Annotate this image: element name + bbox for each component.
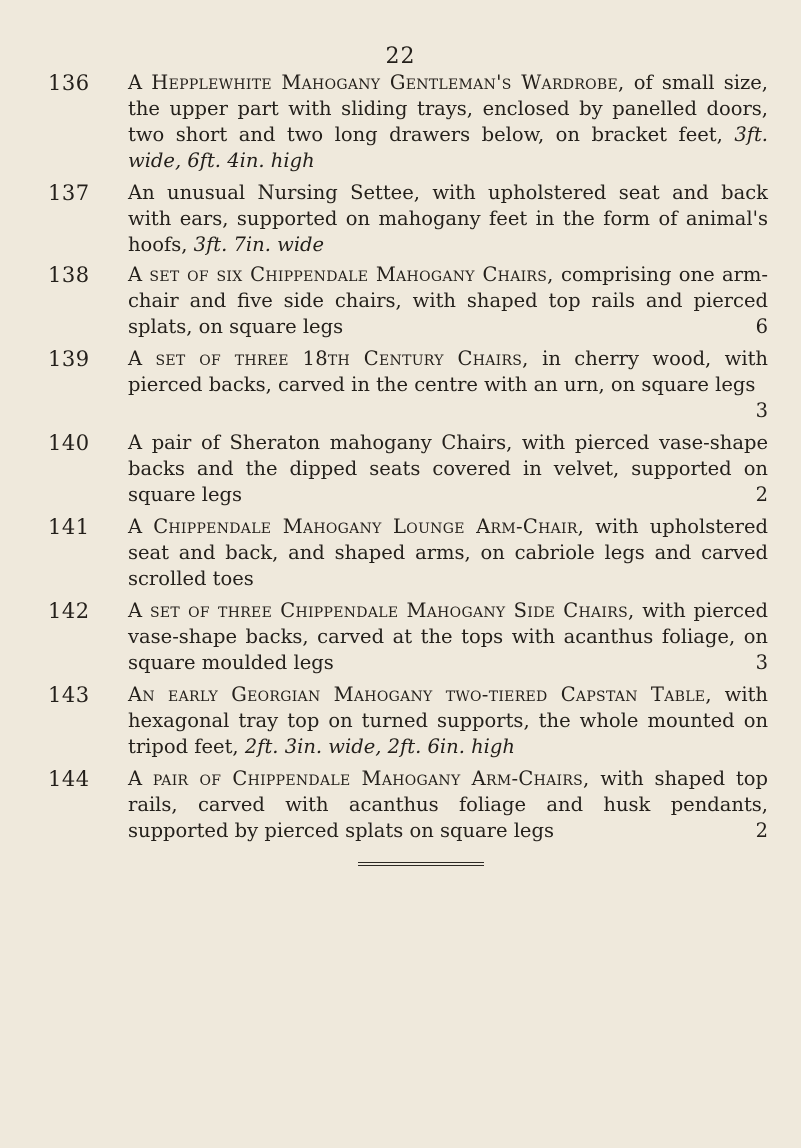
- lot-body: with hexagonal tray top on turned supports, the whole mounted on tripod feet,: [128, 683, 768, 758]
- lot-body: of small size, the upper part with sliding trays, enclosed by panelled doors, two short and two long drawers below, on bracket feet,: [128, 71, 768, 146]
- lot-description: [128, 766, 768, 844]
- lot-number: 139: [48, 347, 90, 371]
- lot-description: [128, 598, 768, 676]
- lot-body: with upholstered seat and back, and shaped arms, on cabriole legs and carved scrolled toes: [128, 515, 769, 590]
- lot-number: 141: [48, 515, 90, 539]
- lot-number: 142: [48, 599, 90, 623]
- lot-number: 137: [48, 181, 90, 205]
- lot-title: set of six Chippendale Mahogany Chairs,: [149, 263, 554, 286]
- lot-number: 143: [48, 683, 90, 707]
- lot-quantity: 2: [755, 819, 768, 842]
- lot-title: An early Georgian Mahogany two-tiered Capstan Table,: [128, 683, 712, 706]
- lot-dimensions: 2ft. 3in. wide, 2ft. 6in. high: [244, 735, 515, 758]
- lot-body: in cherry wood, with pierced backs, carved in the centre with an urn, on square legs: [128, 347, 768, 396]
- lot-number: 138: [48, 263, 90, 287]
- section-divider: [358, 862, 484, 866]
- lot-description: [128, 180, 768, 258]
- lot-dimensions: 3ft. wide, 6ft. 4in. high: [128, 123, 768, 172]
- lot-body: with shaped top rails, carved with acanthus foliage and husk pendants, supported by pierced splats on square legs: [128, 767, 768, 842]
- lot-quantity: 2: [755, 483, 768, 506]
- lot-description: [128, 262, 768, 340]
- lot-quantity: 3: [755, 651, 768, 674]
- lot-lead: A: [128, 767, 153, 790]
- lot-title: set of three 18th Century Chairs,: [155, 347, 529, 370]
- lot-body: comprising one arm-chair and five side chairs, with shaped top rails and pierced splats, on square legs: [128, 263, 769, 338]
- lot-description: [128, 346, 768, 424]
- lot-description: [128, 70, 768, 174]
- lot-number: 144: [48, 767, 90, 791]
- lot-lead: A: [128, 599, 150, 622]
- lot-number: 140: [48, 431, 90, 455]
- lot-title: pair of Chippendale Mahogany Arm-Chairs,: [152, 767, 590, 790]
- lot-description: [128, 430, 768, 508]
- lot-quantity: 3: [755, 399, 768, 422]
- lot-lead: A: [128, 71, 152, 94]
- lot-lead: A: [128, 515, 154, 538]
- lot-lead: A: [128, 263, 150, 286]
- lot-title: Hepplewhite Mahogany Gentleman's Wardrobe,: [151, 71, 625, 94]
- lot-body: with pierced vase-shape backs, carved at the tops with acanthus foliage, on square moulded legs: [128, 599, 769, 674]
- lot-title: Chippendale Mahogany Lounge Arm-Chair,: [153, 515, 585, 538]
- lot-body: A pair of Sheraton mahogany Chairs, with pierced vase-shape backs and the dipped seats covered in velvet, supported on square legs: [128, 431, 768, 506]
- lot-description: [128, 682, 768, 760]
- lot-quantity: 6: [755, 315, 768, 338]
- page-number: 22: [385, 44, 416, 69]
- lot-number: 136: [48, 71, 90, 95]
- lot-title: set of three Chippendale Mahogany Side Chairs,: [149, 599, 635, 622]
- lot-lead: A: [128, 347, 156, 370]
- lot-description: [128, 514, 768, 592]
- lot-dimensions: 3ft. 7in. wide: [193, 233, 325, 256]
- lot-body: An unusual Nursing Settee, with upholstered seat and back with ears, supported on mahogany feet in the form of animal's hoofs,: [128, 181, 768, 256]
